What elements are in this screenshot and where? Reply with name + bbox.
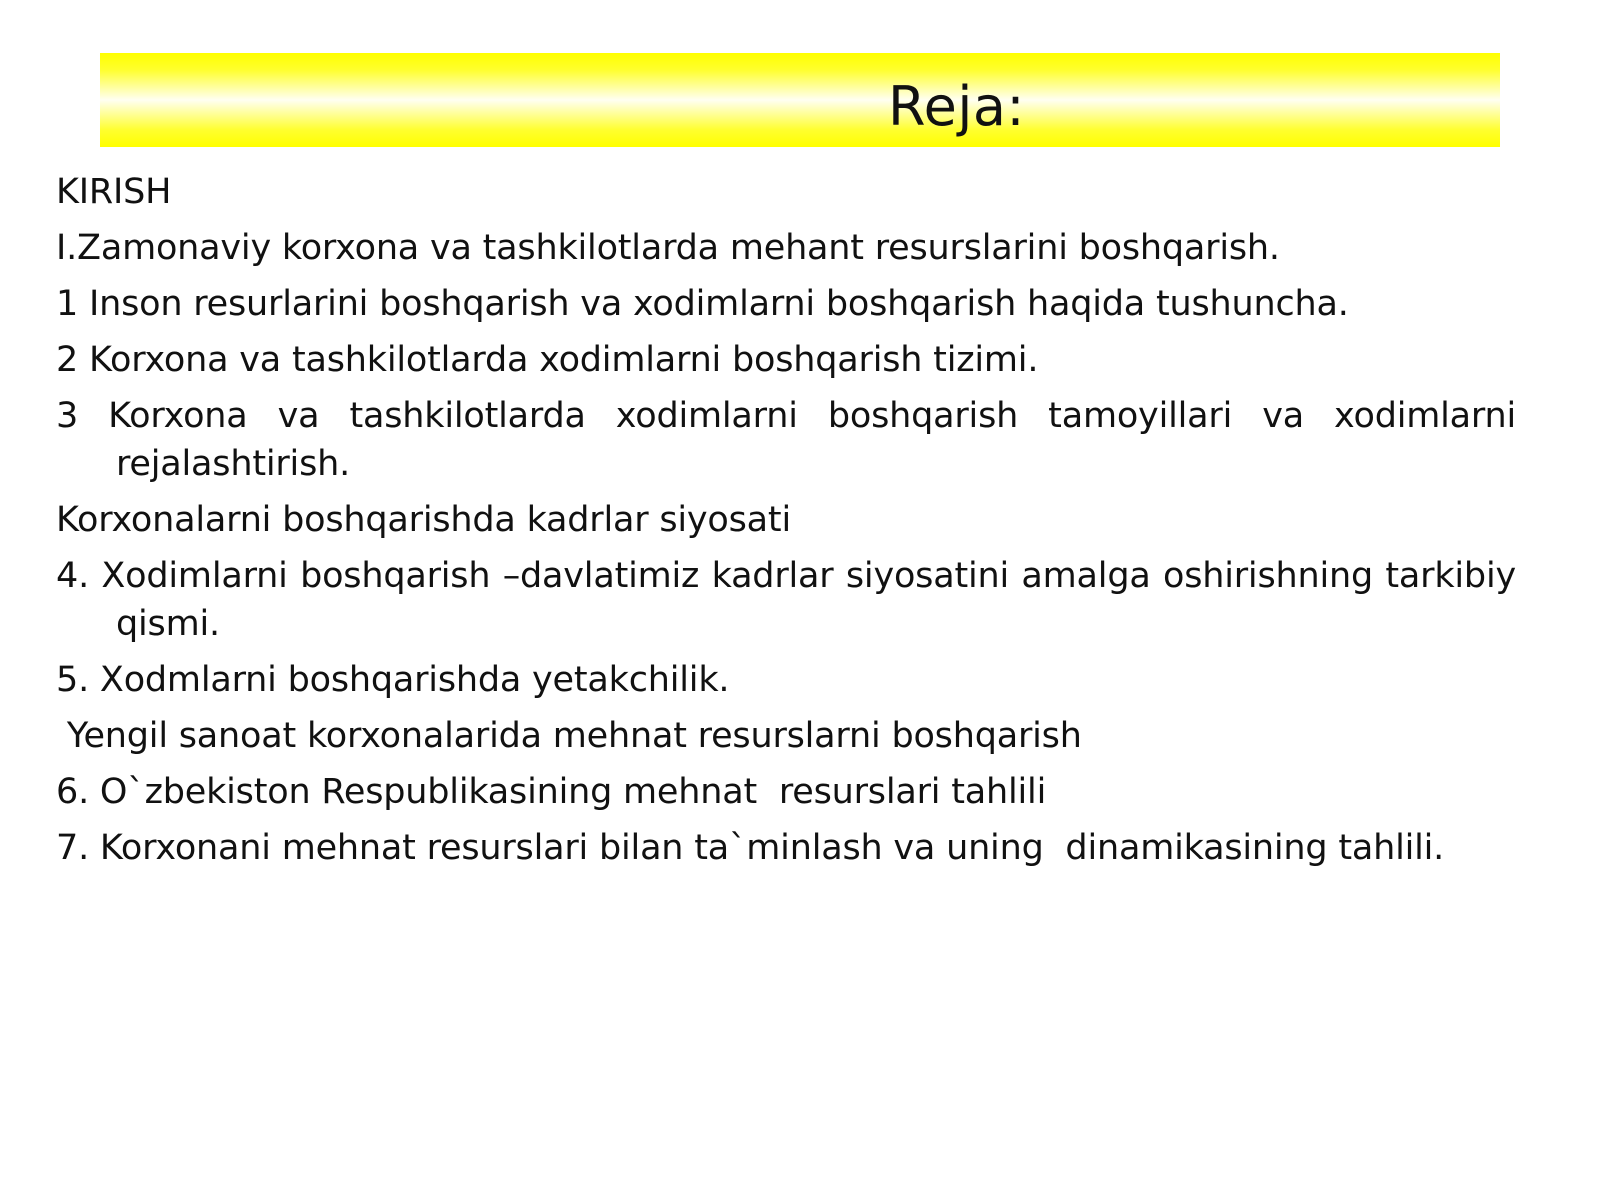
plan-item-2: 2 Korxona va tashkilotlarda xodimlarni boshqarish tizimi. [56,340,1039,380]
plan-item-7: 7. Korxonani mehnat resurslari bilan ta`minlash va uning dinamikasining tahlili. [56,828,1445,868]
plan-item-1: 1 Inson resurlarini boshqarish va xodimlarni boshqarish haqida tushuncha. [56,284,1349,324]
plan-item-5: 5. Xodmlarni boshqarishda yetakchilik. [56,660,730,700]
plan-item-chapter-3: Yengil sanoat korxonalarida mehnat resurslarni boshqarish [56,716,1082,756]
plan-item-chapter-2: Korxonalarni boshqarishda kadrlar siyosati [56,500,791,540]
plan-item-3: 3 Korxona va tashkilotlarda xodimlarni boshqarish tamoyillari va xodimlarni rejalashtirish. [56,396,1516,484]
slide-title: Reja: [888,75,1026,138]
title-banner [100,53,1500,147]
plan-item-6: 6. O`zbekiston Respublikasining mehnat resurslari tahlili [56,772,1047,812]
plan-list [56,168,1516,880]
plan-item-chapter-1: I.Zamonaviy korxona va tashkilotlarda mehant resurslarini boshqarish. [56,228,1280,268]
plan-item-4: 4. Xodimlarni boshqarish –davlatimiz kadrlar siyosatini amalga oshirishning tarkibiy qismi. [56,556,1516,644]
plan-item-intro: KIRISH [56,172,172,212]
